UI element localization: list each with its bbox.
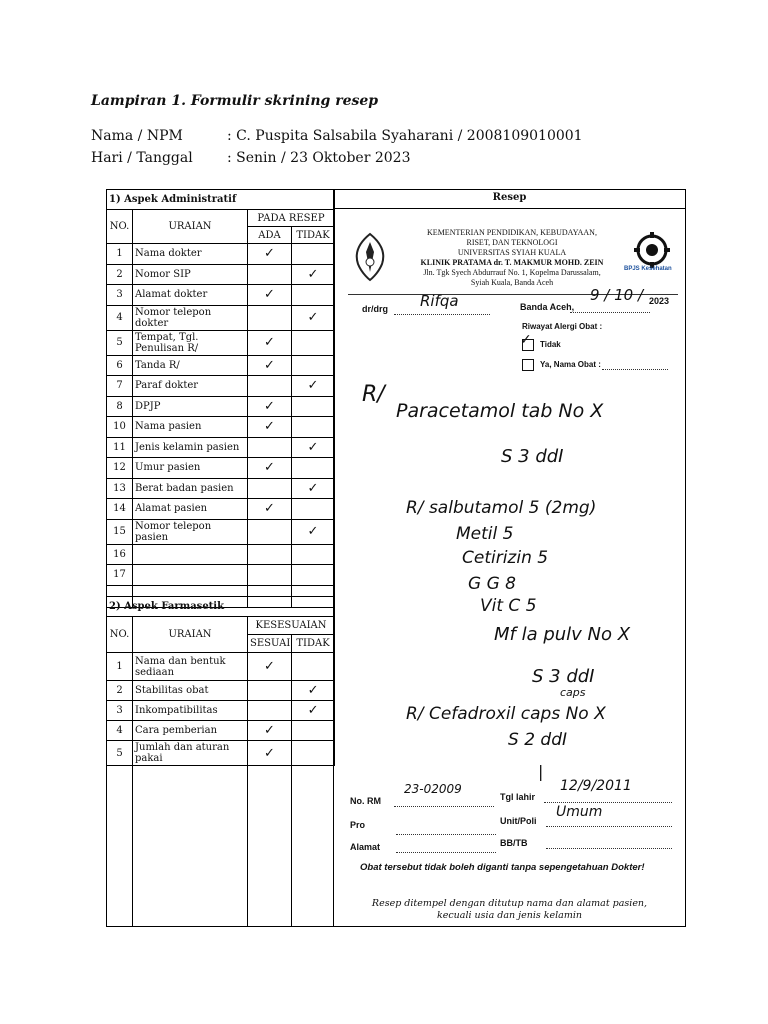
- admin-row-no: 3: [107, 285, 133, 306]
- rx-line-11: R/ Cefadroxil caps No X: [406, 704, 606, 724]
- admin-table: [106, 189, 335, 608]
- tgl-lahir-label: Tgl lahir: [500, 792, 536, 802]
- empty-col-line-3: [291, 763, 292, 927]
- admin-row-label: Tempat, Tgl. Penulisan R/: [133, 330, 248, 355]
- farm-row-check-a: [248, 681, 292, 701]
- admin-row-no: 4: [107, 305, 133, 330]
- admin-row-no: 16: [107, 544, 133, 565]
- kop-line6: Syiah Kuala, Banda Aceh: [470, 278, 554, 287]
- farm-row-no: 5: [107, 741, 133, 766]
- farm-row-label: Inkompatibilitas: [133, 701, 248, 721]
- farm-row-check-a: ✓: [248, 653, 292, 681]
- doctor-handwritten: Rifqa: [420, 292, 459, 310]
- admin-row-no: 13: [107, 478, 133, 499]
- unit-poli-label: Unit/Poli: [500, 816, 537, 826]
- admin-row-label: Nama dokter: [133, 244, 248, 265]
- admin-row: [107, 478, 335, 499]
- admin-row-label: Nomor telepon pasien: [133, 519, 248, 544]
- admin-row-check-a: [248, 376, 292, 397]
- farm-row-check-b: [292, 721, 335, 741]
- admin-row: [107, 355, 335, 376]
- date-row: [91, 150, 410, 166]
- admin-row-no: 15: [107, 519, 133, 544]
- admin-row: [107, 458, 335, 479]
- bpjs-logo-text: BPJS Kesehatan: [624, 266, 672, 272]
- admin-row-label: Umur pasien: [133, 458, 248, 479]
- admin-row-label: Paraf dokter: [133, 376, 248, 397]
- farm-row: [107, 741, 335, 766]
- admin-row-check-b: [292, 458, 335, 479]
- farm-col-sesuai: SESUAI: [248, 635, 292, 653]
- norm-label: No. RM: [350, 796, 381, 806]
- admin-row-no: 7: [107, 376, 133, 397]
- admin-col-tidak: TIDAK: [292, 227, 335, 244]
- date-handwritten: 9 / 10 /: [590, 286, 644, 304]
- farm-row-label: Nama dan bentuk sediaan: [133, 653, 248, 681]
- resep-heading: Resep: [334, 189, 685, 209]
- admin-row: [107, 305, 335, 330]
- empty-col-line-1: [132, 763, 133, 927]
- admin-row-check-a: [248, 305, 292, 330]
- admin-row-no: 8: [107, 396, 133, 417]
- farm-row-check-a: ✓: [248, 721, 292, 741]
- kop-line4: KLINIK PRATAMA dr. T. MAKMUR MOHD. ZEIN: [420, 258, 604, 267]
- farm-row-no: 1: [107, 653, 133, 681]
- admin-row-check-a: [248, 437, 292, 458]
- footer-note: [334, 898, 685, 922]
- admin-row-check-a: ✓: [248, 285, 292, 306]
- norm-dots: [394, 796, 494, 807]
- admin-row-check-a: [248, 544, 292, 565]
- admin-row: [107, 565, 335, 586]
- rx-line-6: G G 8: [468, 574, 516, 594]
- admin-row-check-a: [248, 519, 292, 544]
- admin-col-uraian: URAIAN: [133, 210, 248, 244]
- admin-row-check-a: ✓: [248, 244, 292, 265]
- admin-col-group: PADA RESEP: [248, 210, 335, 227]
- farm-row-check-a: ✓: [248, 741, 292, 766]
- farm-row-no: 3: [107, 701, 133, 721]
- rx-line-4: Metil 5: [456, 524, 514, 544]
- unit-poli-handwritten: Umum: [556, 804, 603, 820]
- admin-row-label: Alamat dokter: [133, 285, 248, 306]
- admin-row-no: 6: [107, 355, 133, 376]
- farm-row-check-b: ✓: [292, 681, 335, 701]
- admin-row-no: 14: [107, 499, 133, 520]
- admin-row-check-b: [292, 396, 335, 417]
- alamat-label: Alamat: [350, 842, 381, 852]
- farm-col-no: NO.: [107, 617, 133, 653]
- admin-col-no: NO.: [107, 210, 133, 244]
- rx-symbol: R/: [362, 382, 385, 407]
- admin-row-check-b: [292, 565, 335, 586]
- admin-row-no: 5: [107, 330, 133, 355]
- farm-row-check-b: [292, 653, 335, 681]
- rx-line-12: S 2 ddI: [508, 730, 568, 750]
- admin-row-label: DPJP: [133, 396, 248, 417]
- norm-handwritten: 23-02009: [404, 782, 462, 796]
- name-row: [91, 128, 583, 144]
- farm-heading: 2) Aspek Farmasetik: [107, 597, 335, 617]
- rx-line-9: S 3 ddI: [532, 666, 595, 687]
- rx-line-5: Cetirizin 5: [462, 548, 549, 568]
- admin-row: [107, 376, 335, 397]
- admin-row-check-b: [292, 417, 335, 438]
- admin-row: [107, 264, 335, 285]
- date-value: : Senin / 23 Oktober 2023: [227, 150, 411, 166]
- pro-dots: [396, 824, 496, 835]
- admin-row: [107, 437, 335, 458]
- bbtb-dots: [546, 838, 672, 849]
- farm-row-check-b: [292, 741, 335, 766]
- rx-line-8: Mf la pulv No X: [494, 624, 631, 645]
- admin-row-label: Tanda R/: [133, 355, 248, 376]
- admin-row-check-b: ✓: [292, 376, 335, 397]
- admin-col-ada: ADA: [248, 227, 292, 244]
- admin-row-label: [133, 544, 248, 565]
- kop-line5: Jln. Tgk Syech Abdurrauf No. 1, Kopelma Darussalam,: [423, 268, 601, 277]
- kop-line3: UNIVERSITAS SYIAH KUALA: [457, 248, 567, 257]
- admin-row-check-b: ✓: [292, 478, 335, 499]
- admin-row-check-a: ✓: [248, 330, 292, 355]
- farm-col-tidak: TIDAK: [292, 635, 335, 653]
- admin-row-check-b: [292, 330, 335, 355]
- alamat-dots: [396, 842, 496, 853]
- admin-row-check-b: ✓: [292, 437, 335, 458]
- kop-line1: KEMENTERIAN PENDIDIKAN, KEBUDAYAAN,: [427, 228, 597, 237]
- farm-row-no: 2: [107, 681, 133, 701]
- warning-text: Obat tersebut tidak boleh diganti tanpa sepengetahuan Dokter!: [360, 862, 645, 873]
- admin-row: [107, 330, 335, 355]
- admin-row-label: Berat badan pasien: [133, 478, 248, 499]
- admin-row-check-b: [292, 544, 335, 565]
- year-label: 2023: [649, 296, 670, 306]
- admin-row: [107, 244, 335, 265]
- empty-col-line-2: [247, 763, 248, 927]
- admin-row-no: 12: [107, 458, 133, 479]
- allergy-check-mark: ✓: [520, 332, 532, 348]
- admin-row-check-a: [248, 565, 292, 586]
- rx-line-7: Vit C 5: [480, 596, 537, 616]
- admin-row-check-b: [292, 285, 335, 306]
- admin-row-check-b: [292, 499, 335, 520]
- admin-row-label: Alamat pasien: [133, 499, 248, 520]
- admin-row-label: Jenis kelamin pasien: [133, 437, 248, 458]
- farm-row: [107, 721, 335, 741]
- admin-row: [107, 417, 335, 438]
- admin-row: [107, 396, 335, 417]
- farm-table: [106, 596, 335, 766]
- farm-row-check-a: [248, 701, 292, 721]
- tgl-lahir-handwritten: 12/9/2011: [560, 778, 632, 794]
- admin-row-no: 2: [107, 264, 133, 285]
- rx-line-10: caps: [560, 686, 586, 699]
- admin-row-check-b: [292, 244, 335, 265]
- admin-row-check-b: ✓: [292, 305, 335, 330]
- admin-row-check-a: ✓: [248, 396, 292, 417]
- farm-row: [107, 681, 335, 701]
- prescription-sheet: [346, 222, 678, 890]
- admin-row-no: 10: [107, 417, 133, 438]
- admin-row-label: Nomor telepon dokter: [133, 305, 248, 330]
- admin-row: [107, 285, 335, 306]
- admin-row-check-b: ✓: [292, 264, 335, 285]
- farm-row-label: Stabilitas obat: [133, 681, 248, 701]
- page-title: Lampiran 1. Formulir skrining resep: [91, 93, 379, 109]
- farm-col-group: KESESUAIAN: [248, 617, 335, 635]
- farm-row-check-b: ✓: [292, 701, 335, 721]
- name-label: Nama / NPM: [91, 128, 183, 144]
- admin-row-label: Nomor SIP: [133, 264, 248, 285]
- pro-label: Pro: [350, 820, 366, 830]
- doctor-label: dr/drg: [362, 304, 388, 314]
- admin-row-check-a: ✓: [248, 499, 292, 520]
- allergy-yes-label: Ya, Nama Obat :: [540, 360, 601, 369]
- admin-row-no: 17: [107, 565, 133, 586]
- admin-row: [107, 544, 335, 565]
- admin-row-check-a: ✓: [248, 458, 292, 479]
- admin-heading: 1) Aspek Administratif: [107, 190, 335, 210]
- farm-row-no: 4: [107, 721, 133, 741]
- footer-note-line2: kecuali usia dan jenis kelamin: [436, 910, 583, 921]
- farm-row: [107, 653, 335, 681]
- admin-row: [107, 499, 335, 520]
- admin-row-check-a: [248, 264, 292, 285]
- clinic-logo-icon: [630, 230, 674, 282]
- rx-line-1: Paracetamol tab No X: [396, 400, 604, 422]
- admin-row-label: Nama pasien: [133, 417, 248, 438]
- admin-row-check-a: ✓: [248, 417, 292, 438]
- allergy-yes-checkbox: [522, 359, 534, 371]
- admin-row-no: 11: [107, 437, 133, 458]
- admin-row-check-a: ✓: [248, 355, 292, 376]
- farm-row-label: Jumlah dan aturan pakai: [133, 741, 248, 766]
- rx-line-2: S 3 ddI: [501, 446, 564, 467]
- admin-row-no: 1: [107, 244, 133, 265]
- admin-row: [107, 519, 335, 544]
- admin-row-label: [133, 565, 248, 586]
- farm-row-label: Cara pemberian: [133, 721, 248, 741]
- name-value: : C. Puspita Salsabila Syaharani / 2008109010001: [227, 128, 583, 144]
- city-label: Banda Aceh,: [520, 302, 575, 312]
- farm-col-uraian: URAIAN: [133, 617, 248, 653]
- admin-row-check-b: [292, 355, 335, 376]
- allergy-yes-dots: [602, 360, 668, 370]
- allergy-label: Riwayat Alergi Obat :: [522, 322, 603, 331]
- bbtb-label: BB/TB: [500, 838, 528, 848]
- allergy-no-label: Tidak: [540, 340, 561, 349]
- farm-row: [107, 701, 335, 721]
- rx-tick: |: [538, 762, 544, 781]
- admin-row-check-a: [248, 478, 292, 499]
- footer-note-line1: Resep ditempel dengan ditutup nama dan alamat pasien,: [371, 898, 648, 909]
- clinic-letterhead: [346, 222, 678, 288]
- date-label: Hari / Tanggal: [91, 150, 193, 166]
- kop-line2: RISET, DAN TEKNOLOGI: [466, 238, 558, 247]
- admin-row-check-b: ✓: [292, 519, 335, 544]
- rx-line-3: R/ salbutamol 5 (2mg): [406, 498, 597, 518]
